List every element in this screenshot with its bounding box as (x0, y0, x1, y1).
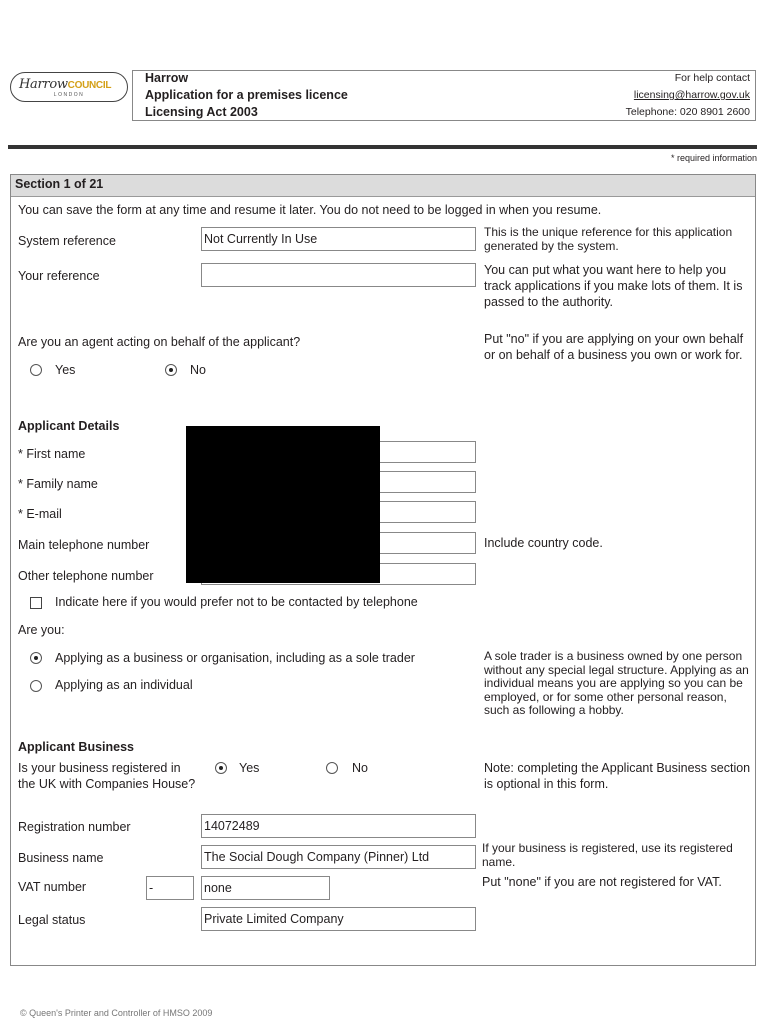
vat-number-field[interactable]: none (201, 876, 330, 900)
help-phone: Telephone: 020 8901 2600 (625, 106, 750, 118)
legal-status-label: Legal status (18, 913, 86, 927)
other-phone-label: Other telephone number (18, 569, 154, 583)
family-name-label: * Family name (18, 477, 98, 491)
are-you-label: Are you: (18, 623, 65, 637)
help-contact-label: For help contact (674, 72, 750, 84)
business-name-field[interactable]: The Social Dough Company (Pinner) Ltd (201, 845, 476, 869)
system-reference-field[interactable]: Not Currently In Use (201, 227, 476, 251)
vat-help: Put "none" if you are not registered for VAT. (482, 875, 722, 889)
header-title-council: Harrow (145, 71, 189, 85)
registered-no-label: No (352, 761, 368, 775)
header-title-form: Application for a premises licence (145, 88, 348, 102)
system-reference-help: This is the unique reference for this application generated by the system. (484, 225, 733, 253)
required-note: * required information (670, 153, 757, 163)
agent-no-radio[interactable] (165, 364, 177, 376)
logo-wordmark: HarrowCOUNCIL (19, 77, 112, 92)
section-title: Section 1 of 21 (15, 177, 104, 191)
first-name-label: * First name (18, 447, 86, 461)
section-intro: You can save the form at any time and resume it later. You do not need to be logged in when you resume. (18, 203, 602, 217)
business-option-radio[interactable] (30, 652, 42, 664)
agent-help: Put "no" if you are applying on your own behalf or on behalf of a business you own or work for. (484, 332, 744, 362)
business-name-label: Business name (18, 851, 104, 865)
legal-status-field[interactable]: Private Limited Company (201, 907, 476, 931)
registration-number-label: Registration number (18, 820, 131, 834)
business-option-label: Applying as a business or organisation, including as a sole trader (55, 651, 415, 665)
applicant-business-heading: Applicant Business (18, 740, 134, 754)
redaction-block (186, 426, 380, 583)
your-reference-field[interactable] (201, 263, 476, 287)
copyright-footer: © Queen's Printer and Controller of HMSO 2009 (20, 1008, 213, 1018)
vat-prefix-field[interactable]: - (146, 876, 194, 900)
main-phone-label: Main telephone number (18, 538, 150, 552)
are-you-help: A sole trader is a business owned by one person without any special legal structure. Applying as an individual means you are applying so you can be employed, or for some other personal reason, such as following a hobby. (484, 649, 749, 717)
applicant-details-heading: Applicant Details (18, 419, 120, 433)
section-header-bar (11, 175, 755, 197)
main-phone-help: Include country code. (484, 536, 603, 550)
business-name-help: If your business is registered, use its registered name. (482, 841, 733, 869)
system-reference-label: System reference (18, 234, 116, 248)
vat-number-label: VAT number (18, 880, 87, 894)
agent-no-label: No (190, 363, 206, 377)
your-reference-help: You can put what you want here to help you track applications if you make lots of them. It is passed to the authority. (484, 263, 743, 309)
header-rule (8, 145, 757, 149)
header-title-act: Licensing Act 2003 (145, 105, 258, 119)
registered-no-radio[interactable] (326, 762, 338, 774)
agent-yes-label: Yes (55, 363, 76, 377)
registered-yes-radio[interactable] (215, 762, 227, 774)
registration-number-field[interactable]: 14072489 (201, 814, 476, 838)
your-reference-label: Your reference (18, 269, 100, 283)
individual-option-label: Applying as an individual (55, 678, 193, 692)
logo-subtitle: LONDON (53, 92, 85, 98)
no-phone-contact-checkbox[interactable] (30, 597, 42, 609)
registered-yes-label: Yes (239, 761, 260, 775)
help-email-link[interactable]: licensing@harrow.gov.uk (633, 89, 750, 101)
business-note: Note: completing the Applicant Business section is optional in this form. (484, 761, 751, 791)
harrow-council-logo (10, 72, 128, 102)
agent-question: Are you an agent acting on behalf of the applicant? (18, 335, 301, 349)
registered-question: Is your business registered in the UK with Companies House? (18, 761, 196, 791)
no-phone-contact-label: Indicate here if you would prefer not to be contacted by telephone (55, 595, 418, 609)
agent-yes-radio[interactable] (30, 364, 42, 376)
email-label: * E-mail (18, 507, 62, 521)
individual-option-radio[interactable] (30, 680, 42, 692)
